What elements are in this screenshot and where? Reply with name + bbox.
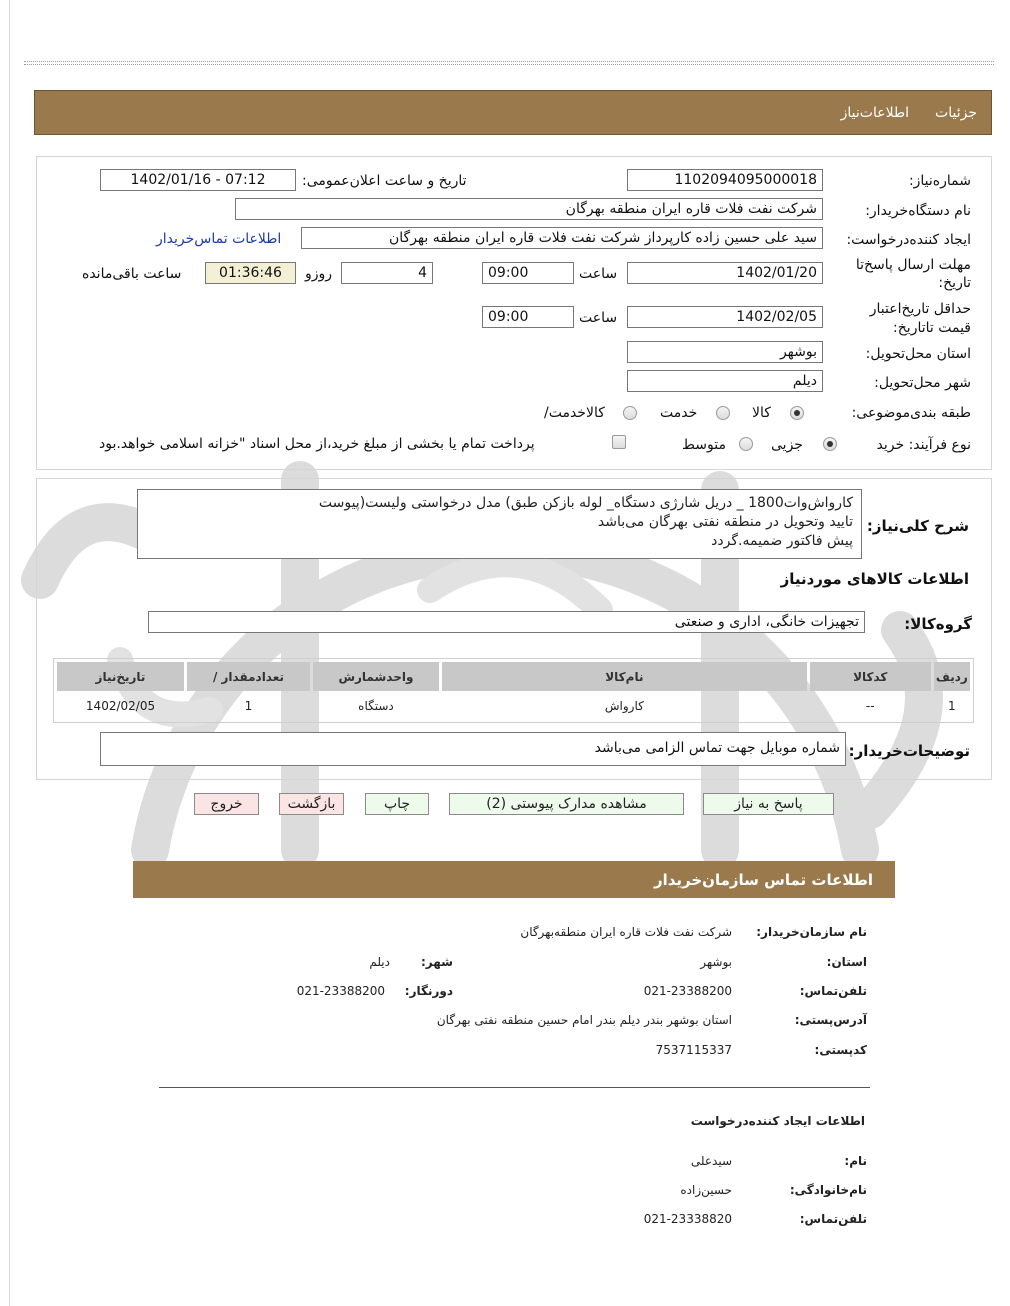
- deadline-time-label: ساعت: [579, 266, 618, 282]
- contact-fax-value: 021-23388200: [296, 984, 385, 998]
- announce-datetime-field: 1402/01/16 - 07:12: [100, 169, 296, 191]
- details-header-bar: [34, 90, 992, 135]
- goods-table-header: [57, 662, 970, 691]
- contact-fax-label: دورنگار:: [404, 984, 453, 998]
- contact-address-label: آدرس‌پستی:: [794, 1013, 867, 1027]
- contact-postal-value: 7537115337: [655, 1043, 732, 1057]
- exit-button[interactable]: خروج: [194, 793, 259, 815]
- col-need-date: تاریخ‌نیاز: [57, 662, 184, 691]
- creator-family-value: حسین‌زاده: [680, 1183, 732, 1197]
- tab-need-info[interactable]: اطلاعات‌نیاز: [840, 105, 909, 121]
- creator-label: ایجاد کننده‌درخواست:: [846, 232, 971, 248]
- category-goods-label: کالا: [752, 405, 771, 421]
- buyer-notes-field: شماره موبایل جهت تماس الزامی می‌باشد: [100, 732, 846, 766]
- process-medium-radio[interactable]: [739, 437, 753, 451]
- cell-goods-code: --: [865, 699, 875, 713]
- buyer-contact-header: [133, 861, 895, 898]
- city-label: شهر محل‌تحویل:: [874, 375, 971, 391]
- goods-group-label: گروه‌کالا:: [904, 615, 972, 633]
- validity-time-field: 09:00: [482, 306, 574, 328]
- col-quantity: تعدادمقدار /: [187, 662, 310, 691]
- col-goods-name: نام‌کالا: [442, 662, 807, 691]
- validity-date-field: 1402/02/05: [627, 306, 823, 328]
- buyer-org-label: نام دستگاه‌خریدار:: [865, 203, 971, 219]
- deadline-label: مهلت ارسال پاسخ‌تا: [855, 257, 971, 273]
- creator-family-label: نام‌خانوادگی:: [789, 1183, 867, 1197]
- creator-field: سید علی حسین زاده کارپرداز شرکت نفت فلات قاره ایران منطقه بهرگان: [301, 227, 823, 249]
- contact-city-value: دیلم: [369, 955, 390, 969]
- reply-button[interactable]: پاسخ به نیاز: [703, 793, 834, 815]
- category-goods-service-label: کالا‌خدمت/: [544, 405, 605, 421]
- description-line-1: کارواش‌وات1800 _ دریل شارژی دستگاه_ لوله بازکن طبق) مدل درخواستی ولیست(پیوست: [318, 495, 853, 511]
- col-row-number: ردیف: [934, 662, 970, 691]
- contact-org-value: شرکت نفت فلات قاره ایران منطقه‌بهرگان: [520, 925, 732, 939]
- creator-phone-label: تلفن‌تماس:: [799, 1212, 867, 1226]
- contact-phone-label: تلفن‌تماس:: [799, 984, 867, 998]
- province-field: بوشهر: [627, 341, 823, 363]
- need-number-field: 1102094095000018: [627, 169, 823, 191]
- col-unit: واحدشمارش: [313, 662, 439, 691]
- cell-need-date: 1402/02/05: [85, 699, 156, 713]
- contact-province-label: استان:: [826, 955, 867, 969]
- description-line-3: پیش فاکتور ضمیمه.گردد: [711, 533, 853, 549]
- province-label: استان محل‌تحویل:: [865, 346, 971, 362]
- deadline-date-field: 1402/01/20: [627, 262, 823, 284]
- deadline-label-2: تاریخ:: [938, 275, 971, 291]
- days-field: 4: [341, 262, 433, 284]
- category-label: طبقه بندی‌موضوعی:: [851, 405, 971, 421]
- creator-name-label: نام:: [844, 1154, 867, 1168]
- buyer-org-field: شرکت نفت فلات قاره ایران منطقه بهرگان: [235, 198, 823, 220]
- process-partial-label: جزیی: [771, 437, 803, 453]
- city-field: دیلم: [627, 370, 823, 392]
- goods-table: [54, 659, 973, 721]
- remaining-time-label: ساعت باقی‌مانده: [82, 266, 182, 282]
- cell-quantity: 1: [244, 699, 253, 713]
- cell-goods-name: کارواش: [604, 699, 644, 713]
- contact-phone-value: 021-23388200: [643, 984, 732, 998]
- category-goods-service-radio[interactable]: [623, 406, 637, 420]
- contact-address-value: استان بوشهر بندر دیلم بندر امام حسین منطقه نفتی بهرگان: [436, 1013, 732, 1027]
- cell-row-number: 1: [948, 699, 956, 713]
- validity-time-label: ساعت: [579, 310, 618, 326]
- price-validity-label: حداقل تاریخ‌اعتبار: [869, 301, 971, 317]
- days-label: روزو: [305, 266, 333, 282]
- remaining-time-field: 01:36:46: [205, 262, 296, 284]
- buyer-notes-label: توضیحات‌خریدار:: [848, 742, 970, 760]
- table-row: [57, 694, 970, 718]
- creator-info-title: اطلاعات ایجاد کننده‌درخواست: [690, 1114, 865, 1128]
- process-medium-label: متوسط: [682, 437, 726, 453]
- description-label: شرح کلی‌نیاز:: [866, 517, 969, 535]
- contact-city-label: شهر:: [421, 955, 453, 969]
- category-goods-radio[interactable]: [790, 406, 804, 420]
- contact-org-label: نام سازمان‌خریدار:: [756, 925, 867, 939]
- creator-phone-value: 021-23338820: [643, 1212, 732, 1226]
- cell-unit: دستگاه: [358, 699, 394, 713]
- need-number-label: شماره‌نیاز:: [908, 173, 971, 189]
- announce-datetime-label: تاریخ و ساعت اعلان‌عمومی:: [302, 173, 467, 189]
- category-service-radio[interactable]: [716, 406, 730, 420]
- creator-name-value: سیدعلی: [690, 1154, 732, 1168]
- section-divider: [159, 1087, 870, 1088]
- process-partial-radio[interactable]: [823, 437, 837, 451]
- contact-postal-label: کدپستی:: [814, 1043, 867, 1057]
- print-button[interactable]: چاپ: [365, 793, 429, 815]
- left-border-line: [9, 0, 10, 1306]
- treasury-payment-note: پرداخت تمام یا بخشی از مبلغ خرید،از محل اسناد "خزانه اسلامی خواهد.بود: [99, 436, 535, 452]
- buyer-contact-link[interactable]: اطلاعات تماس‌خریدار: [156, 231, 282, 247]
- description-line-2: تایید وتحویل در منطقه نفتی بهرگان می‌باشد: [597, 514, 853, 530]
- top-dotted-rule: [24, 61, 994, 62]
- goods-group-field: تجهیزات خانگی، اداری و صنعتی: [148, 611, 865, 633]
- description-box: [137, 489, 862, 559]
- top-dotted-rule-2: [24, 64, 994, 65]
- price-validity-label-2: قیمت تا‌تاریخ:: [893, 320, 971, 336]
- buyer-contact-title: اطلاعات تماس سازمان‌خریدار: [653, 871, 873, 889]
- col-goods-code: کدکالا: [810, 662, 931, 691]
- goods-section-title: اطلاعات کالاهای موردنیاز: [780, 570, 969, 588]
- process-type-label: نوع فرآیند: خرید: [876, 437, 971, 453]
- tab-details[interactable]: جزئیات: [935, 105, 977, 121]
- treasury-payment-checkbox[interactable]: [612, 435, 626, 449]
- view-attachments-button[interactable]: مشاهده مدارک پیوستی (2): [449, 793, 684, 815]
- back-button[interactable]: بازگشت: [279, 793, 344, 815]
- category-service-label: خدمت: [660, 405, 698, 421]
- deadline-time-field: 09:00: [482, 262, 574, 284]
- contact-province-value: بوشهر: [700, 955, 732, 969]
